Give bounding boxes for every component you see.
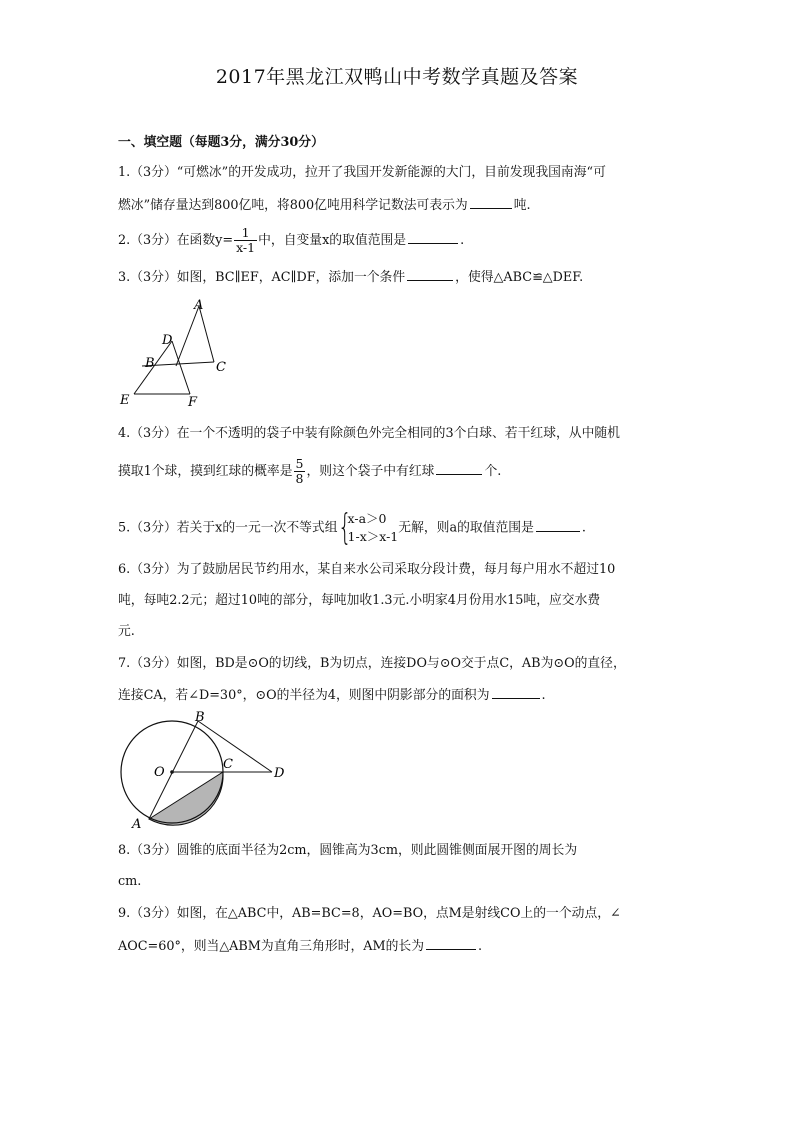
question-5-post: 无解，则a的取值范围是	[398, 520, 534, 536]
inequality-row-1: x-a＞0	[347, 511, 387, 526]
answer-blank-7[interactable]	[492, 684, 540, 699]
question-3-pre: 3.（3分）如图，BC∥EF，AC∥DF，添加一个条件	[118, 270, 406, 285]
question-9-text: AOC=60°，则当△ABM为直角三角形时，AM的长为	[118, 939, 425, 954]
answer-blank-9[interactable]	[426, 935, 476, 950]
question-4-post: ，则这个袋子中有红球	[306, 464, 435, 479]
answer-blank-5[interactable]	[536, 517, 580, 532]
section-heading: 一、填空题（每题3分，满分30分）	[118, 135, 324, 150]
fraction-numerator: 5	[295, 456, 304, 471]
segment-df	[172, 341, 190, 394]
label-f: F	[188, 395, 198, 410]
label-c: C	[223, 757, 233, 772]
question-7-text: 连接CA，若∠D=30°，⊙O的半径为4，则图中阴影部分的面积为	[118, 688, 490, 703]
fraction	[234, 226, 257, 255]
answer-blank-2[interactable]	[408, 229, 458, 244]
question-5-pre: 5.（3分）若关于x的一元一次不等式组	[118, 520, 338, 536]
question-6-line-2: 吨，每吨2.2元；超过10吨的部分，每吨加收1.3元.小明家4月份用水15吨，应交水费	[118, 593, 601, 608]
tangent-bd	[198, 721, 272, 772]
label-c: C	[216, 360, 226, 375]
question-2-post: 中，自变量x的取值范围是	[258, 233, 407, 248]
question-9-line-1: 9.（3分）如图，在△ABC中，AB=BC=8，AO=BO，点M是射线CO上的一个动点，∠	[118, 906, 621, 921]
circle-tangent-figure	[112, 708, 302, 832]
question-7-end: .	[541, 688, 546, 703]
question-5	[118, 507, 678, 548]
question-6-line-3: 元.	[118, 624, 135, 639]
question-6-line-1: 6.（3分）为了鼓励居民节约用水，某自来水公司采取分段计费，每月每户用水不超过10	[118, 562, 616, 577]
page-title: 2017年黑龙江双鸭山中考数学真题及答案	[215, 66, 579, 88]
fraction-denominator: 8	[295, 471, 304, 486]
question-3-post: ，使得△ABC≌△DEF.	[455, 270, 584, 285]
question-7-line-2	[118, 684, 678, 706]
inequality-row-2: 1-x＞x-1	[347, 529, 399, 544]
label-a: A	[132, 817, 142, 832]
question-2	[118, 226, 678, 255]
label-b: B	[145, 356, 155, 371]
label-a: A	[194, 298, 204, 313]
question-9-end: .	[478, 939, 483, 954]
question-1-end: 吨.	[513, 198, 531, 213]
answer-blank-3[interactable]	[407, 266, 453, 281]
label-b: B	[195, 710, 205, 725]
question-4-end: 个.	[484, 464, 502, 479]
answer-blank-4[interactable]	[436, 460, 482, 475]
segment-ac	[199, 306, 214, 362]
question-4-pre: 摸取1个球，摸到红球的概率是	[118, 464, 293, 479]
question-2-end: .	[460, 233, 465, 248]
question-2-pre: 2.（3分）在函数y=	[118, 233, 234, 248]
label-o: O	[154, 765, 165, 780]
question-1-line-1: 1.（3分）“可燃冰”的开发成功，拉开了我国开发新能源的大门，目前发现我国南海“可	[118, 165, 606, 180]
question-8-line-1: 8.（3分）圆锥的底面半径为2cm，圆锥高为3cm，则此圆锥侧面展开图的周长为	[118, 843, 578, 858]
label-e: E	[120, 393, 130, 408]
answer-blank-1[interactable]	[470, 194, 512, 209]
question-8-line-2: cm.	[118, 874, 142, 889]
segment-ab	[176, 306, 199, 366]
question-3	[118, 266, 678, 288]
triangle-figure	[112, 296, 232, 412]
label-d: D	[162, 333, 173, 348]
question-1-text: 燃冰”储存量达到800亿吨，将800亿吨用科学记数法可表示为	[118, 198, 468, 213]
question-1-line-2	[118, 194, 678, 216]
question-5-end: .	[581, 520, 586, 536]
fraction-denominator: x-1	[236, 240, 256, 255]
label-d: D	[274, 766, 285, 781]
fraction-numerator: 1	[234, 226, 257, 241]
question-7-line-1: 7.（3分）如图，BD是⊙O的切线，B为切点，连接DO与⊙O交于点C，AB为⊙O的直径，	[118, 656, 626, 671]
inequality-system	[337, 507, 399, 548]
center-point	[170, 770, 174, 774]
fraction	[294, 457, 306, 486]
brace-icon: {	[337, 507, 352, 548]
question-4-line-2	[118, 457, 678, 486]
question-9-line-2	[118, 935, 678, 957]
question-4-line-1: 4.（3分）在一个不透明的袋子中装有除颜色外完全相同的3个白球、若干红球，从中随机	[118, 426, 620, 441]
